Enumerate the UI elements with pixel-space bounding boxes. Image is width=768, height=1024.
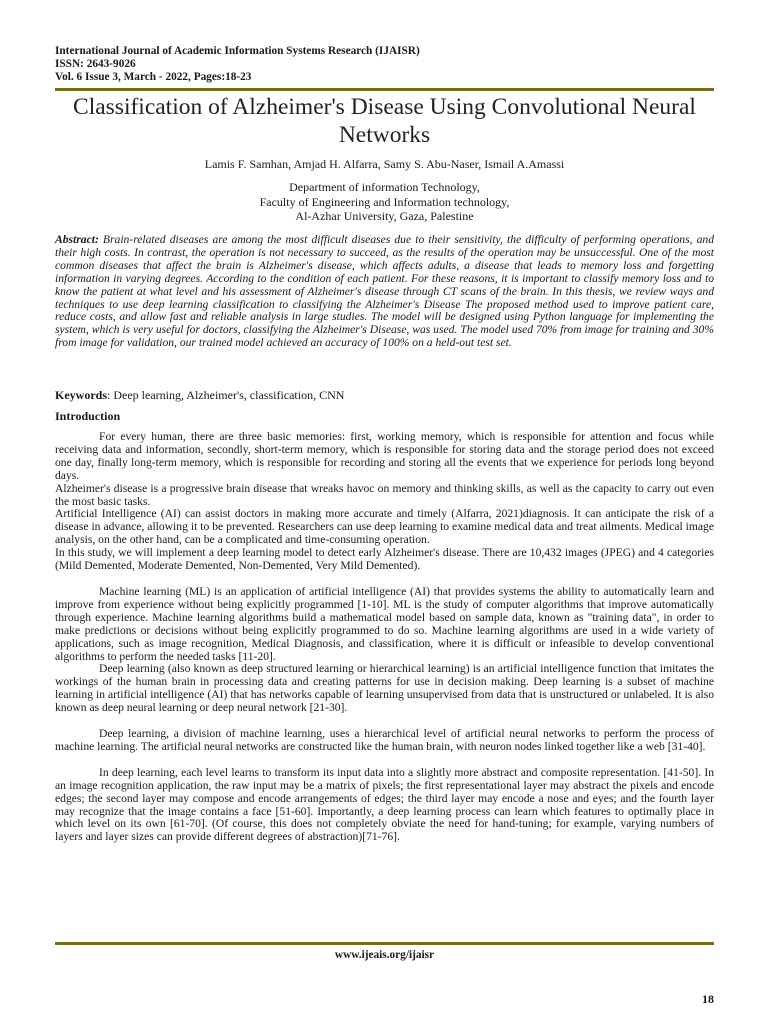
affiliation xyxy=(55,180,714,224)
paragraph: Machine learning (ML) is an application of artificial intelligence (AI) that provides systems the ability to automatically learn and improve from experience without being explicitly programmed [1-10]. ML is the study of computer algorithms that improve automatically through experience. Machine learning algorithms build a mathematical model based on sample data, known as "training data", in order to make predictions or decisions without being explicitly programmed to do so. Machine learning algorithms are used in a wide variety of applications, such as image recognition, Medical Diagnosis, and classification, where it is difficult or infeasible to develop conventional algorithms to perform the needed tasks [11-20]. xyxy=(55,584,714,663)
paragraph: Deep learning (also known as deep structured learning or hierarchical learning) is an artificial intelligence function that imitates the workings of the human brain in processing data and creating patterns for use in decision making. Deep learning is a subset of machine learning in artificial intelligence (AI) that has networks capable of learning unsupervised from data that is unstructured or unlabeled. It is also known as deep neural learning or deep neural network [21-30]. xyxy=(55,662,714,715)
paper-title: Classification of Alzheimer's Disease Using Convolutional Neural Networks xyxy=(73,94,696,148)
issn: ISSN: 2643-9026 xyxy=(55,58,136,71)
body-text xyxy=(55,431,714,844)
page-number: 18 xyxy=(702,992,714,1006)
abstract-text: Brain-related diseases are among the most difficult diseases due to their sensitivity, the difficulty of performing operations, and their high costs. In contrast, the operation is not necessary to succeed, as the results of the operation may be unsuccessful. One of the most common diseases that affect the brain is Alzheimer's disease, which affects adults, a disease that leads to memory loss and forgetting information in varying degrees. According to the condition of each patient. For these reasons, it is important to classify memory loss and to know the patient at what level and his assessment of Alzheimer's disease through CT scans of the brain. In this thesis, we review ways and techniques to use deep learning classification to classifying the Alzheimer's Disease The proposed method used to improve patient care, reduce costs, and allow fast and reliable analysis in large studies. The model will be designed using Python language for implementing the system, which is very useful for doctors, classifying the Alzheimer's Disease, was used. The model used 70% from image for training and 30% from image for validation, our trained model achieved an accuracy of 100% on a held-out test set. xyxy=(55,233,714,350)
paragraph: In deep learning, each level learns to transform its input data into a slightly more abstract and composite representation. [41-50]. In an image recognition application, the raw input may be a matrix of pixels; the first representational layer may abstract the pixels and encode edges; the second layer may compose and encode arrangements of edges; the third layer may encode a nose and eyes; and the fourth layer may recognize that the image contains a face [51-60]. Importantly, a deep learning process can learn which features to optimally place in which level on its own [61-70]. (Of course, this does not completely obviate the need for hand-tuning; for example, varying numbers of layers and layer sizes can provide different degrees of abstraction)[71-76]. xyxy=(55,765,714,844)
authors: Lamis F. Samhan, Amjad H. Alfarra, Samy S. Abu-Naser, Ismail A.Amassi xyxy=(204,157,565,171)
section-heading: Introduction xyxy=(55,409,121,423)
affiliation-line: Faculty of Engineering and Information technology, xyxy=(259,194,510,209)
footer-url: www.ijeais.org/ijaisr xyxy=(334,949,435,961)
journal-header xyxy=(55,45,420,85)
header-rule xyxy=(55,88,714,91)
keywords-text: : Deep learning, Alzheimer's, classification, CNN xyxy=(107,388,345,402)
volume-info: Vol. 6 Issue 3, March - 2022, Pages:18-23 xyxy=(55,71,252,84)
affiliation-line: Department of information Technology, xyxy=(289,180,480,194)
abstract-label: Abstract: xyxy=(55,233,99,246)
keywords xyxy=(55,388,714,402)
paragraph: For every human, there are three basic memories: first, working memory, which is responsible for attention and focus while receiving data and information, secondly, short-term memory, which is responsible for storing data and the storage period does not exceed one day, finally long-term memory, which is responsible for recording and storing all the events that we experience for periods long beyond days. xyxy=(55,430,714,482)
abstract xyxy=(55,234,714,350)
journal-name: International Journal of Academic Information Systems Research (IJAISR) xyxy=(55,45,420,57)
footer-rule xyxy=(55,942,714,945)
paragraph: Artificial Intelligence (AI) can assist doctors in making more accurate and timely (Alfarra, 2021)diagnosis. It can anticipate the risk of a disease in advance, allowing it to be prevented. Researchers can use deep learning to examine medical data and treat ailments. Medical image analysis, on the other hand, can be a complicated and time-consuming operation. xyxy=(55,507,714,547)
paragraph: Deep learning, a division of machine learning, uses a hierarchical level of artificial neural networks to perform the process of machine learning. The artificial neural networks are constructed like the human brain, with neuron nodes linked together like a web [31-40]. xyxy=(55,727,714,753)
keywords-label: Keywords xyxy=(55,388,107,402)
paragraph: Alzheimer's disease is a progressive brain disease that wreaks havoc on memory and thinking skills, as well as the capacity to carry out even the most basic tasks. xyxy=(55,481,714,508)
paragraph: In this study, we will implement a deep learning model to detect early Alzheimer's disease. There are 10,432 images (JPEG) and 4 categories (Mild Demented, Moderate Demented, Non-Demented, Very Mild Demented). xyxy=(55,546,714,573)
affiliation-line: Al-Azhar University, Gaza, Palestine xyxy=(295,209,474,223)
